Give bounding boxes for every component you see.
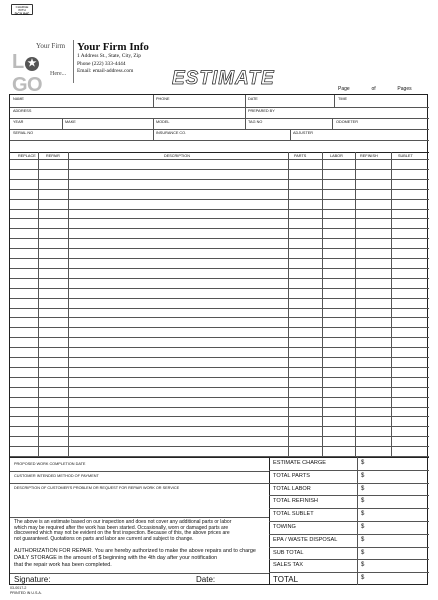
logo-letters-go: GO <box>12 74 43 96</box>
firm-info <box>77 41 149 76</box>
firm-address: 1 Address St., State, City, Zip <box>77 53 141 59</box>
badge-line-2: DCY INC <box>14 11 30 16</box>
grid-row-line <box>10 337 429 338</box>
grid-row-line <box>10 169 429 170</box>
divider <box>290 129 291 140</box>
star-icon: ★ <box>25 57 39 71</box>
divider <box>10 517 269 518</box>
column-refinish: REFINISH <box>360 154 378 158</box>
divider <box>269 508 429 509</box>
grid-row-line <box>10 436 429 437</box>
total-amount-field[interactable]: $ <box>361 472 365 479</box>
firm-name: Your Firm Info <box>77 41 149 53</box>
divider <box>269 534 429 535</box>
total-label: TOTAL LABOR <box>273 485 311 492</box>
grid-row-line <box>10 377 429 378</box>
grid-row-line <box>10 367 429 368</box>
divider <box>10 129 429 130</box>
authorization-text <box>14 548 256 568</box>
grid-row-line <box>10 416 429 417</box>
logo-top-text: Your Firm <box>36 42 66 50</box>
grid-row-line <box>10 308 429 309</box>
authorization-line: DAILY STORAGE in the amount of $ beginning with the 4th day after your notification <box>14 554 218 561</box>
name-field[interactable]: NAME <box>13 97 24 101</box>
payment-method-field[interactable]: CUSTOMER INTENDED METHOD OF PAYMENT <box>14 474 99 478</box>
time-field[interactable]: TIME <box>338 97 348 101</box>
prepared-by-field[interactable]: PREPARED BY <box>248 109 275 113</box>
form-footer <box>10 586 42 595</box>
insurance-co-field[interactable]: INSURANCE CO. <box>156 131 187 135</box>
odometer-field[interactable]: ODOMETER <box>336 120 358 124</box>
header-divider <box>73 40 74 83</box>
grid-row-line <box>10 446 429 447</box>
divider <box>269 470 429 471</box>
total-amount-field[interactable]: $ <box>361 575 365 582</box>
grid-row-line <box>10 397 429 398</box>
divider <box>269 521 429 522</box>
total-label: EPA / WASTE DISPOSAL <box>273 536 338 543</box>
total-amount-field[interactable]: $ <box>361 536 365 543</box>
grid-row-line <box>10 218 429 219</box>
divider <box>245 95 246 129</box>
total-label: TOWING <box>273 524 296 530</box>
form-code: 03-0017-2 <box>10 586 27 590</box>
signature-field[interactable]: Signature: <box>14 575 51 584</box>
page-counter <box>338 86 412 92</box>
divider <box>269 572 429 573</box>
grid-row-line <box>10 327 429 328</box>
divider <box>10 159 429 160</box>
total-amount-field[interactable]: $ <box>361 498 365 505</box>
grid-row-line <box>10 248 429 249</box>
pages-label: Pages <box>397 86 412 92</box>
divider <box>10 483 269 484</box>
divider <box>10 152 429 153</box>
total-label: SALES TAX <box>273 562 303 569</box>
adjuster-field[interactable]: ADJUSTER <box>293 131 314 135</box>
total-label: TOTAL REFINISH <box>273 498 318 505</box>
grid-row-line <box>10 407 429 408</box>
column-repair: REPAIR <box>46 154 60 158</box>
total-label: TOTAL <box>273 575 299 585</box>
proposed-completion-field[interactable]: PROPOSED WORK COMPLETION DATE <box>14 462 86 466</box>
date-sign-field[interactable]: Date: <box>196 575 216 584</box>
make-field[interactable]: MAKE <box>65 120 76 124</box>
grid-row-line <box>10 426 429 427</box>
of-label: of <box>371 86 376 92</box>
grid-row-line <box>10 357 429 358</box>
grid-column-line <box>391 152 392 457</box>
grid-column-line <box>355 152 356 457</box>
divider <box>10 471 269 472</box>
divider <box>10 107 429 108</box>
total-amount-field[interactable]: $ <box>361 549 365 556</box>
printed-in: PRINTED IN U.S.A. <box>10 590 42 595</box>
grid-row-line <box>10 268 429 269</box>
total-amount-field[interactable]: $ <box>361 562 365 569</box>
divider <box>153 118 154 140</box>
phone-field[interactable]: PHONE <box>156 97 170 101</box>
printer-badge <box>11 4 33 15</box>
divider <box>332 118 333 129</box>
grid-row-line <box>10 298 429 299</box>
address-field[interactable]: ADDRESS <box>13 109 32 113</box>
grid-row-line <box>10 288 429 289</box>
grid-row-line <box>10 189 429 190</box>
divider <box>269 559 429 560</box>
divider <box>269 547 429 548</box>
estimate-form <box>9 94 428 585</box>
divider <box>153 95 154 107</box>
grid-row-line <box>10 387 429 388</box>
grid-row-line <box>10 278 429 279</box>
authorization-line: AUTHORIZATION FOR REPAIR. You are hereby authorized to make the above repairs and to charge <box>14 548 256 554</box>
divider <box>10 457 429 458</box>
firm-email: Email: email-address.com <box>77 68 134 75</box>
total-label: ESTIMATE CHARGE <box>273 460 327 466</box>
total-amount-field[interactable]: $ <box>361 485 365 492</box>
year-field[interactable]: YEAR <box>13 120 24 124</box>
grid-row-line <box>10 258 429 259</box>
divider <box>10 573 269 574</box>
badge-line-1: CHARGE WITH <box>15 5 29 13</box>
model-field[interactable]: MODEL <box>156 120 170 124</box>
logo-placeholder <box>8 40 68 96</box>
grid-row-line <box>10 209 429 210</box>
page-title: ESTIMATE <box>172 68 275 89</box>
date-field[interactable]: DATE <box>248 97 258 101</box>
disclaimer-line: discovered which may not be evident on the first inspection. Because of this, the above prices are <box>14 530 230 537</box>
divider <box>62 118 63 129</box>
total-label: TOTAL PARTS <box>273 472 310 479</box>
grid-row-line <box>10 199 429 200</box>
serial-no-field[interactable]: SERIAL NO <box>13 131 34 135</box>
grid-row-line <box>10 347 429 348</box>
grid-row-line <box>10 179 429 180</box>
logo-letter-l: L <box>12 51 24 73</box>
page-label: Page <box>338 86 350 92</box>
logo-bottom-text: Here... <box>50 71 67 77</box>
divider <box>10 140 429 141</box>
disclaimer-text <box>14 520 231 542</box>
divider <box>10 118 429 119</box>
total-label: TOTAL SUBLET <box>273 511 314 518</box>
total-amount-field[interactable]: $ <box>361 460 365 466</box>
grid-row-line <box>10 228 429 229</box>
grid-column-line <box>68 152 69 457</box>
firm-phone: Phone (222) 333-4444 <box>77 60 126 67</box>
divider <box>269 483 429 484</box>
total-amount-field[interactable]: $ <box>361 511 365 518</box>
disclaimer-line: The above is an estimate based on our inspection and does not cover any additional parts or labor <box>14 519 232 525</box>
column-replace: REPLACE <box>18 154 36 158</box>
grid-row-line <box>10 317 429 318</box>
grid-column-line <box>322 152 323 457</box>
authorization-line: that the repair work has been completed. <box>14 561 112 568</box>
divider <box>334 95 335 107</box>
problem-description-field[interactable]: DESCRIPTION OF CUSTOMER'S PROBLEM OR REQUEST FOR REPAIR WORK OR SERVICE <box>14 486 180 490</box>
column-labor: LABOR <box>330 154 343 158</box>
grid-column-line <box>288 152 289 457</box>
column-parts: PARTS <box>294 154 307 158</box>
total-label: SUB TOTAL <box>273 549 304 556</box>
disclaimer-line: not guaranteed. Quotations on parts and labor are current and subject to change. <box>14 535 194 542</box>
divider <box>269 495 429 496</box>
column-description: DESCRIPTION <box>164 154 190 158</box>
tag-no-field[interactable]: TAG NO <box>248 120 263 124</box>
grid-row-line <box>10 238 429 239</box>
column-sublet: SUBLET <box>398 154 413 158</box>
grid-column-line <box>38 152 39 457</box>
disclaimer-line: which may be required after the work has been started. Occasionally, worn or damaged parts are <box>14 524 229 531</box>
total-amount-field[interactable]: $ <box>361 524 365 530</box>
